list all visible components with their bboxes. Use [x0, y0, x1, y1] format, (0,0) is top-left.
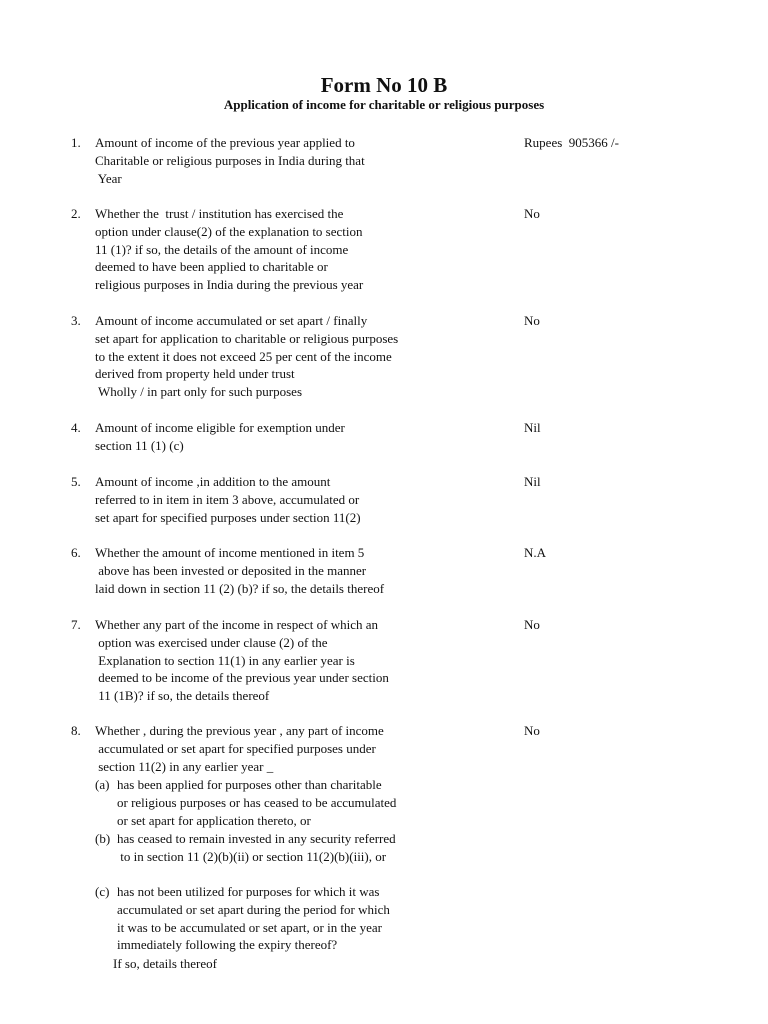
item-answer: No — [524, 617, 540, 632]
item-line: Whether the amount of income mentioned in item 5 — [95, 545, 365, 560]
item-line: Explanation to section 11(1) in any earlier year is — [95, 652, 355, 668]
item-line: Whether any part of the income in respect of which an — [95, 617, 378, 632]
item-number: 1. — [71, 135, 81, 150]
item-line: laid down in section 11 (2) (b)? if so, the details thereof — [95, 580, 385, 596]
item-number: 8. — [71, 723, 81, 738]
item-number: 3. — [71, 313, 81, 328]
subitem-line: or set apart for application thereto, or — [117, 812, 311, 828]
item-line: 11 (1B)? if so, the details thereof — [95, 688, 270, 704]
item-line: deemed to be income of the previous year under section — [95, 670, 389, 686]
item-line: Amount of income of the previous year applied to — [95, 135, 355, 150]
item-line: 11 (1)? if so, the details of the amount of income — [95, 241, 349, 257]
item-line: Wholly / in part only for such purposes — [95, 384, 303, 400]
item-line: option was exercised under clause (2) of the — [95, 634, 328, 650]
item-line: section 11 (1) (c) — [95, 437, 184, 453]
item-line: religious purposes in India during the previous year — [95, 277, 364, 293]
subitem-line: has not been utilized for purposes for which it was — [117, 884, 380, 899]
subitem-line: has been applied for purposes other than charitable — [117, 777, 382, 792]
subitem-line: or religious purposes or has ceased to be accumulated — [117, 794, 397, 810]
item-text — [95, 205, 515, 294]
item-answer: No — [524, 723, 540, 738]
item-line: section 11(2) in any earlier year _ — [95, 758, 274, 774]
item-answer: Nil — [524, 474, 541, 489]
item-line: referred to in item in item 3 above, accumulated or — [95, 491, 360, 507]
subitem-line: has ceased to remain invested in any security referred — [117, 831, 396, 846]
item-answer: No — [524, 313, 540, 328]
item-text — [95, 473, 515, 526]
subitem-line: immediately following the expiry thereof? — [117, 937, 338, 953]
subitem-label: (b) — [95, 831, 111, 846]
item-line: Charitable or religious purposes in India during that — [95, 152, 365, 168]
item-line: Year — [95, 170, 122, 186]
item-answer: N.A — [524, 545, 547, 560]
item-line: Amount of income eligible for exemption under — [95, 420, 345, 435]
item-answer: Nil — [524, 420, 541, 435]
item-line: derived from property held under trust — [95, 366, 295, 382]
item-line: option under clause(2) of the explanation to section — [95, 223, 363, 239]
item-text — [95, 312, 515, 401]
item-line: accumulated or set apart for specified purposes under — [95, 740, 376, 756]
item-line: set apart for application to charitable or religious purposes — [95, 330, 399, 346]
item-number: 7. — [71, 617, 81, 632]
form-subtitle: Application of income for charitable or religious purposes — [223, 97, 545, 112]
item-number: 4. — [71, 420, 81, 435]
item-line: Amount of income ,in addition to the amount — [95, 474, 331, 489]
subitem-line: accumulated or set apart during the period for which — [117, 901, 390, 917]
item-text — [95, 419, 515, 455]
item-number: 5. — [71, 474, 81, 489]
subitem-label: (c) — [95, 884, 110, 899]
item-line: set apart for specified purposes under section 11(2) — [95, 509, 361, 525]
item-line: Amount of income accumulated or set apart / finally — [95, 313, 368, 328]
item-answer: Rupees 905366 /- — [524, 135, 619, 150]
item-number: 6. — [71, 545, 81, 560]
item-line: above has been invested or deposited in the manner — [95, 562, 367, 578]
item-text — [95, 722, 515, 775]
item-text — [95, 544, 515, 597]
item-line: to the extent it does not exceed 25 per cent of the income — [95, 348, 392, 364]
item-text — [95, 134, 515, 187]
item-line: deemed to have been applied to charitable or — [95, 259, 328, 275]
item-number: 2. — [71, 206, 81, 221]
item-8-footer: If so, details thereof — [113, 956, 217, 971]
subitem-line: to in section 11 (2)(b)(ii) or section 11(2)(b)(iii), or — [117, 848, 387, 864]
subitem-line: it was to be accumulated or set apart, or in the year — [117, 919, 382, 935]
item-text — [95, 616, 515, 705]
form-title: Form No 10 B — [320, 73, 448, 97]
item-answer: No — [524, 206, 540, 221]
item-line: Whether , during the previous year , any part of income — [95, 723, 384, 738]
item-line: Whether the trust / institution has exercised the — [95, 206, 344, 221]
subitem-label: (a) — [95, 777, 110, 792]
